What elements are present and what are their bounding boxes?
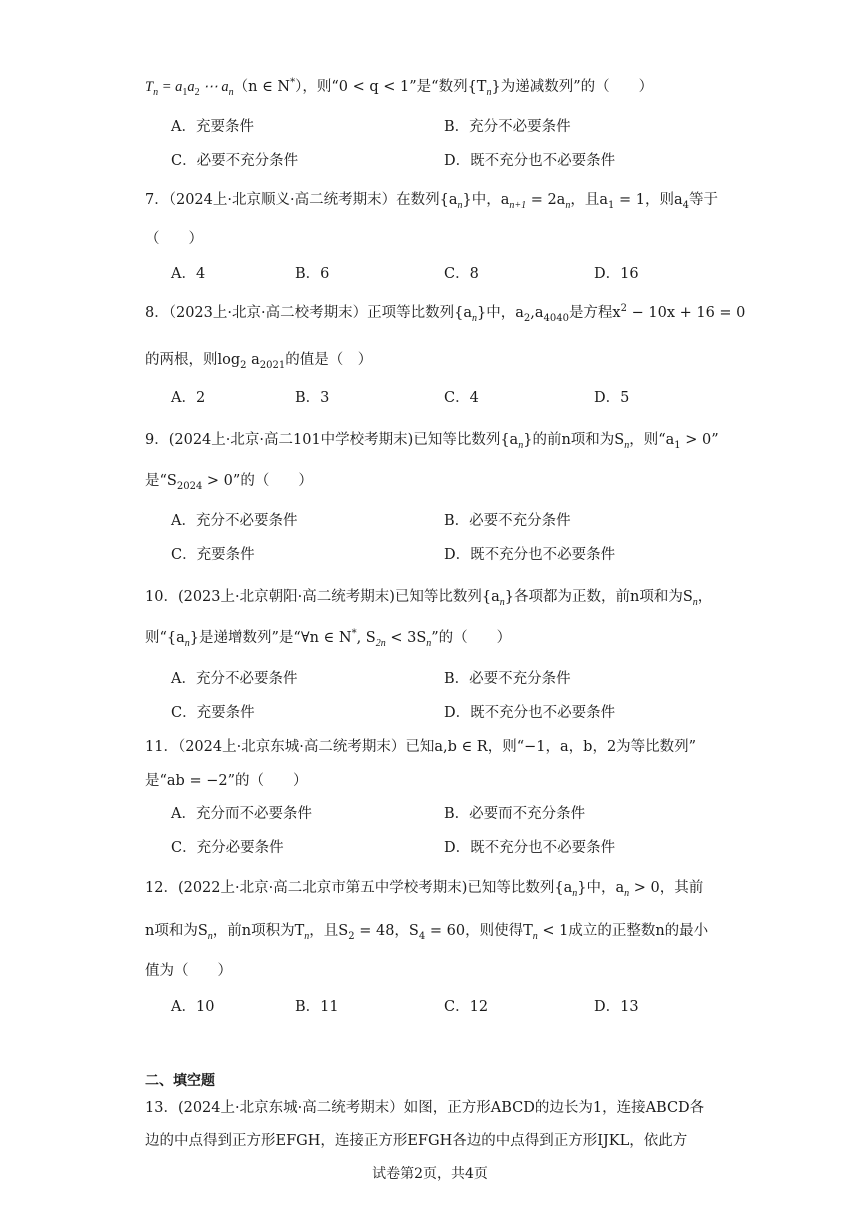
q6-option-d: D．既不充分也不必要条件 xyxy=(444,153,616,169)
q12-option-d: D．13 xyxy=(594,999,639,1015)
q7-option-d: D．16 xyxy=(594,266,639,282)
q9-option-c: C．充要条件 xyxy=(171,547,255,563)
q6-stem-continuation: $T_n = a_1a_2$ ⋯ $a_n(n$ ∈ N*），则“0 < q < 1”是“数列$\{T_n\}$为递减数列”的（ ） xyxy=(145,77,654,98)
q9-option-d: D．既不充分也不必要条件 xyxy=(444,547,616,563)
q12-stem-line2: n项和为$S_n$，前n项积为$T_n$，且$S_2 = 48$，$S_4 = 60$，则使得$T_n < 1$成立的正整数n的最小 xyxy=(145,923,709,942)
q8-option-d: D．5 xyxy=(594,390,630,406)
q7-option-b: B．6 xyxy=(295,266,330,282)
q12-option-a: A．10 xyxy=(171,999,215,1015)
q11-stem: 11．（2024上·北京东城·高二统考期末）已知a,b ∈ R，则“−1，a，b，2为等比数列” xyxy=(145,739,697,755)
q10-stem-line2: 则“$\{a_n\}$是递增数列”是“∀n ∈ N*, $S_{2n} < 3S_n$”的（ ） xyxy=(145,628,512,649)
q10-option-b: B．必要不充分条件 xyxy=(444,671,571,687)
q11-option-a: A．充分而不必要条件 xyxy=(171,806,312,822)
q9-stem: 9．(2024上·北京·高二101中学校考期末)已知等比数列$\{a_n\}$的前n项和为$S_n$，则“$a_1 > 0$” xyxy=(145,432,719,451)
q10-option-a: A．充分不必要条件 xyxy=(171,671,298,687)
q6-option-b: B．充分不必要条件 xyxy=(444,119,571,135)
page-footer: 试卷第2页，共4页 xyxy=(372,1166,488,1182)
q11-option-b: B．必要而不充分条件 xyxy=(444,806,586,822)
q6-option-c: C．必要不充分条件 xyxy=(171,153,299,169)
q6-option-a: A．充要条件 xyxy=(171,119,254,135)
q8-stem-line2: 的两根，则$\log_2 a_{2021}$的值是（ ） xyxy=(145,352,373,371)
q10-option-d: D．既不充分也不必要条件 xyxy=(444,705,616,721)
q7-stem: 7．（2024上·北京顺义·高二统考期末）在数列$\{a_n\}$中，$a_{n+1} = 2a_n$，且$a_1 = 1$，则$a_4$等于 xyxy=(145,192,718,211)
q10-option-c: C．充要条件 xyxy=(171,705,255,721)
q11-option-d: D．既不充分也不必要条件 xyxy=(444,840,616,856)
q10-stem: 10．(2023上·北京朝阳·高二统考期末)已知等比数列$\{a_n\}$各项都为正数，前n项和为$S_n$， xyxy=(145,589,713,608)
q7-option-c: C．8 xyxy=(444,266,479,282)
q9-option-a: A．充分不必要条件 xyxy=(171,513,298,529)
q11-option-c: C．充分必要条件 xyxy=(171,840,284,856)
q13-stem: 13．(2024上·北京东城·高二统考期末）如图，正方形ABCD的边长为1，连接ABCD各 xyxy=(145,1100,705,1116)
q13-stem-line2: 边的中点得到正方形EFGH，连接正方形EFGH各边的中点得到正方形IJKL，依此方 xyxy=(145,1133,688,1149)
section-fill-in-title: 二、填空题 xyxy=(145,1073,215,1089)
q12-stem-line3: 值为（ ） xyxy=(145,963,232,979)
q9-stem-line2: 是“$S_{2024} > 0$”的（ ） xyxy=(145,473,313,492)
q7-option-a: A．4 xyxy=(171,266,206,282)
q9-option-b: B．必要不充分条件 xyxy=(444,513,571,529)
q7-stem-line2: （ ） xyxy=(145,231,203,247)
q12-option-c: C．12 xyxy=(444,999,489,1015)
q8-option-c: C．4 xyxy=(444,390,479,406)
q12-stem: 12．(2022上·北京·高二北京市第五中学校考期末)已知等比数列$\{a_n\}$中，$a_n > 0$，其前 xyxy=(145,880,704,899)
q8-option-a: A．2 xyxy=(171,390,206,406)
q12-option-b: B．11 xyxy=(295,999,339,1015)
q8-option-b: B．3 xyxy=(295,390,330,406)
q11-stem-line2: 是“ab = −2”的（ ） xyxy=(145,773,308,789)
q8-stem: 8．（2023上·北京·高二校考期末）正项等比数列$\{a_n\}$中，$a_2,a_{4040}$是方程$x^2 - 10x + 16 = 0$ xyxy=(145,303,746,324)
